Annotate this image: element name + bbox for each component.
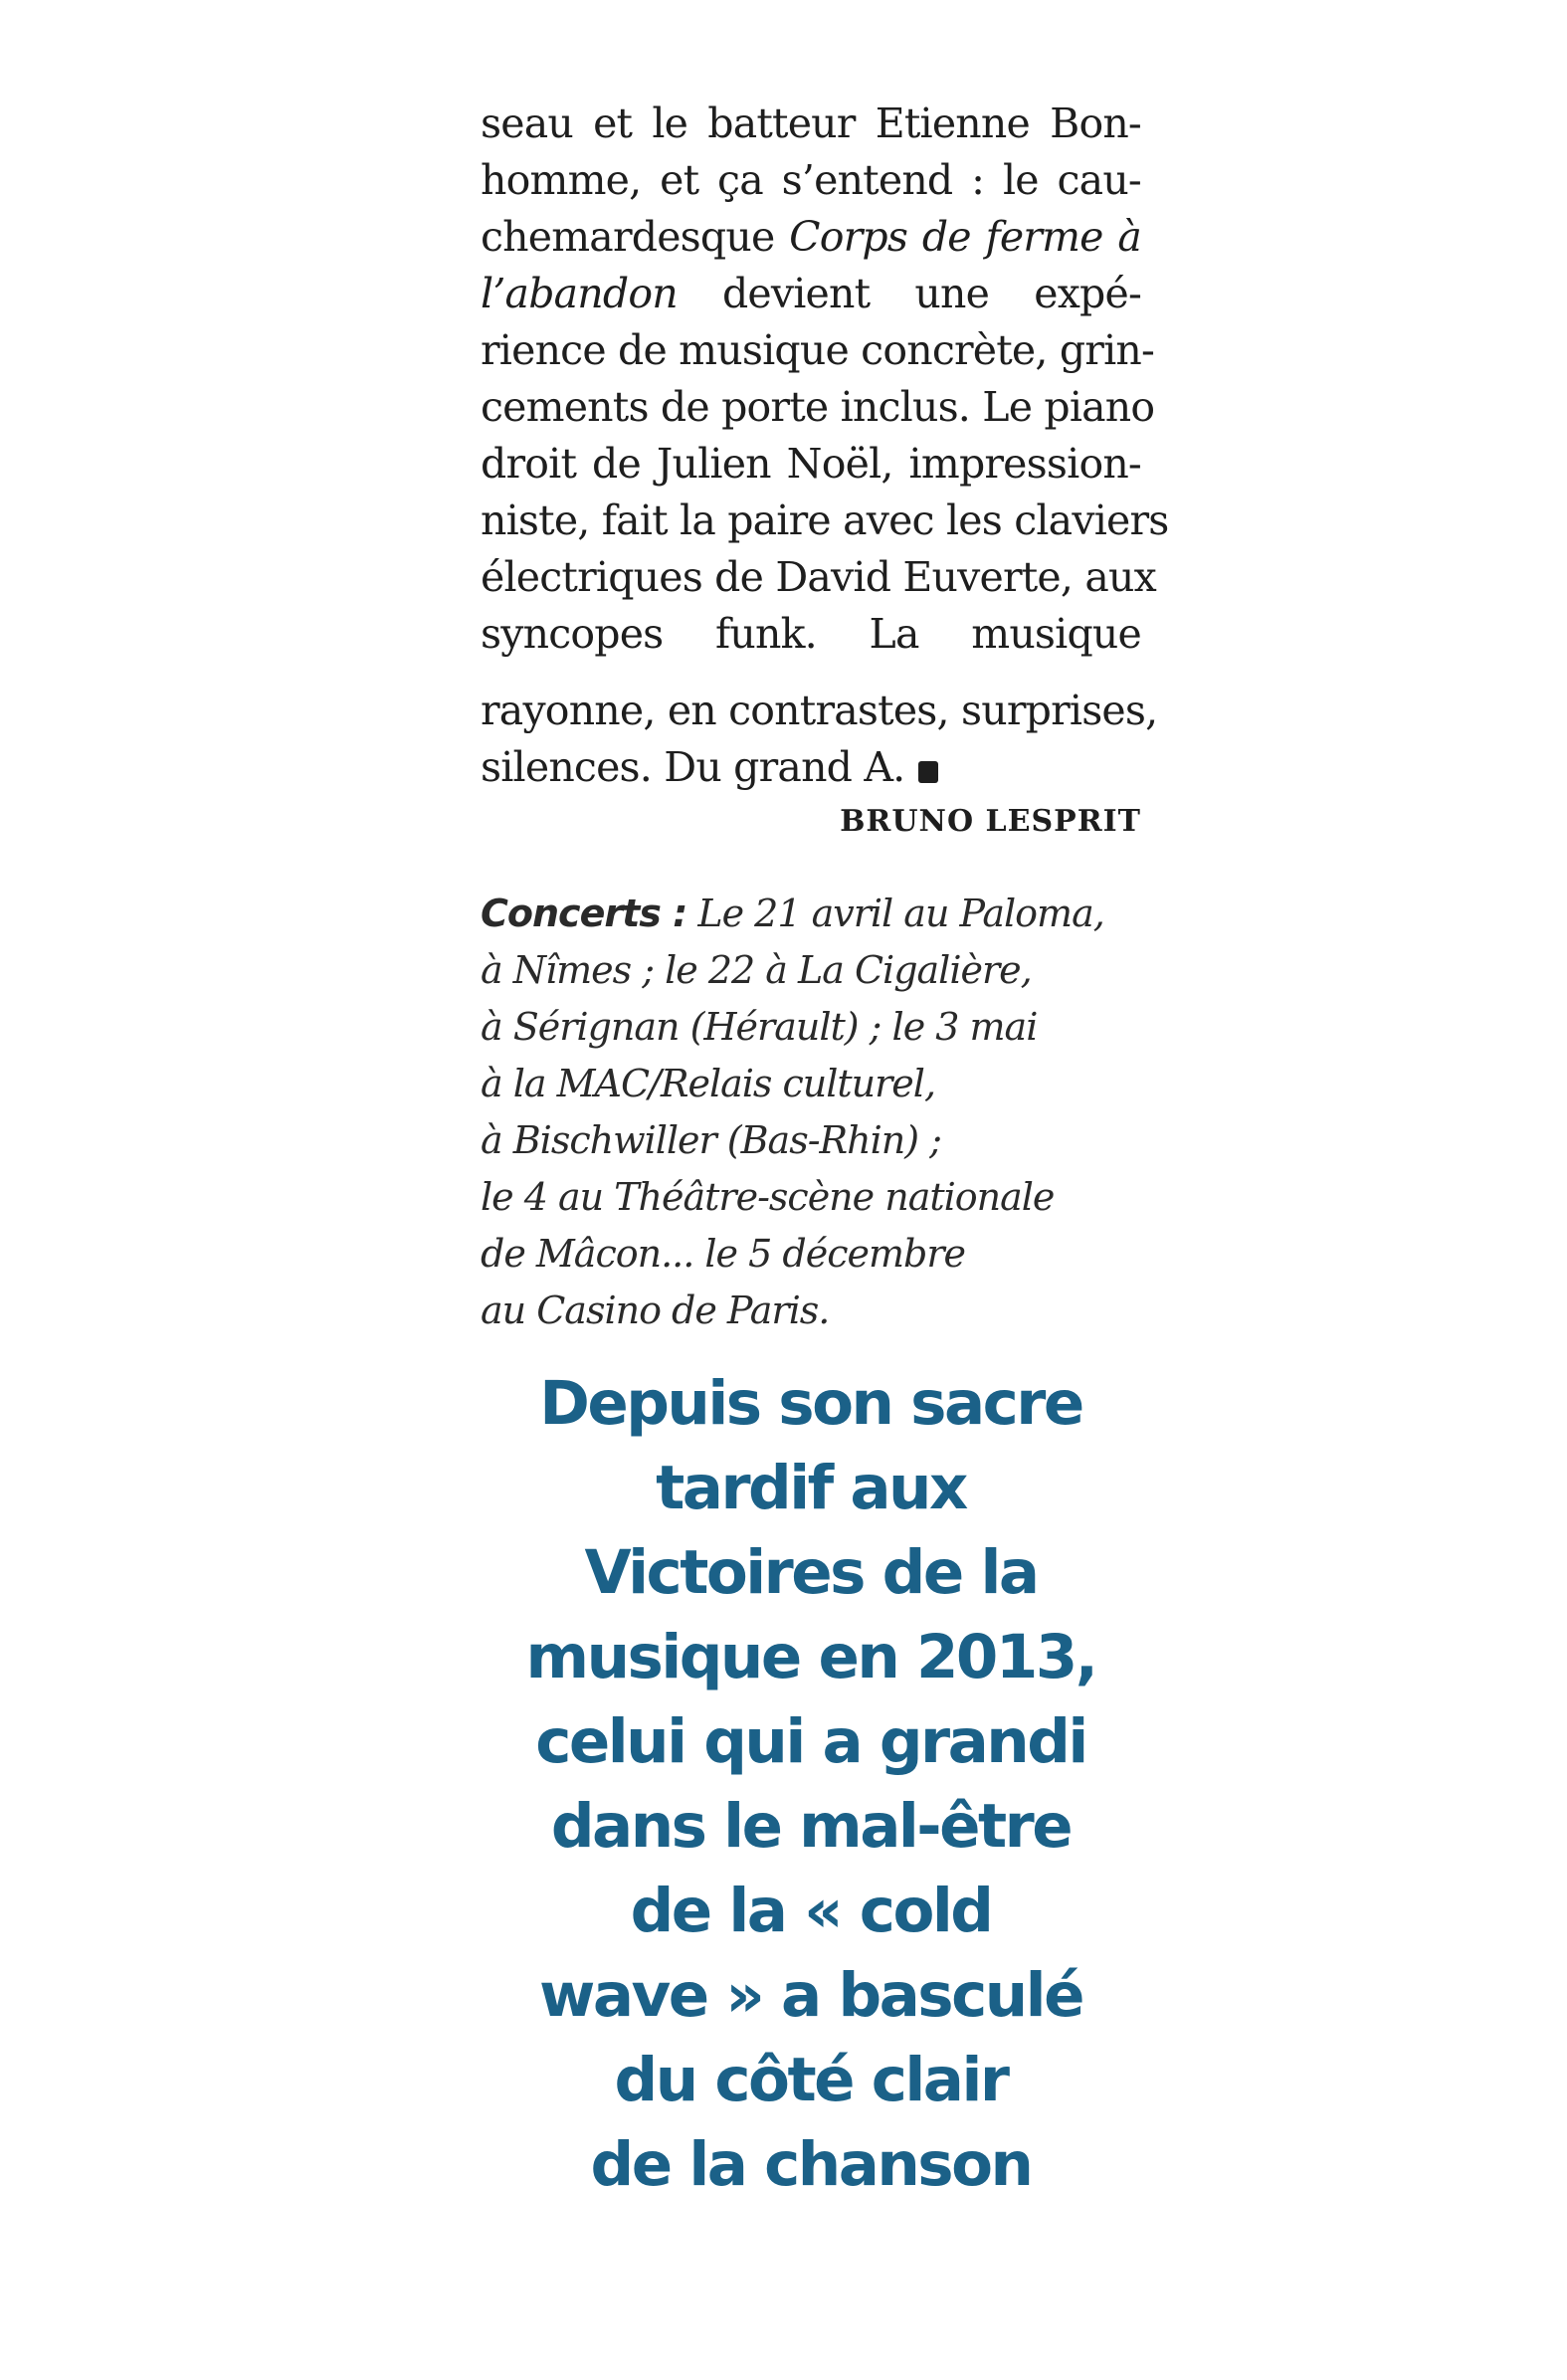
pull-quote-line: Victoires de la: [584, 1537, 1038, 1608]
body-text: silences. Du grand A.: [481, 743, 905, 791]
concert-line: à Bischwiller (Bas-Rhin) ;: [481, 1118, 941, 1162]
concert-line: à Nîmes ; le 22 à La Cigalière,: [481, 948, 1032, 992]
pull-quote: [481, 1361, 1141, 2207]
pull-quote-line: tardif aux: [656, 1453, 966, 1523]
concert-line: au Casino de Paris.: [481, 1289, 830, 1332]
body-line: niste, fait la paire avec les claviers: [481, 496, 1169, 544]
body-line: [481, 266, 1141, 322]
concert-text: Le 21 avril au Paloma,: [686, 892, 1104, 935]
body-line: rience de musique concrète, grin-: [481, 326, 1155, 374]
pull-quote-line: de la « cold: [630, 1876, 992, 1946]
article-body: [481, 96, 1169, 796]
body-line: [481, 739, 1141, 796]
author-byline: BRUNO LESPRIT: [840, 804, 1141, 839]
body-line: syncopes funk. La musique: [481, 610, 1141, 658]
body-line: [481, 209, 1141, 266]
work-title: Corps de ferme à: [789, 213, 1142, 261]
end-of-article-icon: [918, 761, 938, 783]
body-line: droit de Julien Noël, impression-: [481, 440, 1141, 488]
concert-line: de Mâcon... le 5 décembre: [481, 1232, 965, 1276]
body-line: seau et le batteur Etienne Bon-: [481, 99, 1141, 147]
concert-line: à Sérignan (Hérault) ; le 3 mai: [481, 1005, 1038, 1049]
pull-quote-line: celui qui a grandi: [535, 1706, 1086, 1777]
work-title: l’abandon: [481, 270, 678, 317]
pull-quote-line: musique en 2013,: [525, 1622, 1096, 1692]
pull-quote-line: du côté clair: [614, 2045, 1008, 2115]
concert-dates: [481, 886, 1141, 1339]
body-text: devient une expé-: [677, 270, 1141, 317]
concert-line: le 4 au Théâtre-scène nationale: [481, 1175, 1055, 1219]
concerts-label: Concerts :: [481, 892, 687, 935]
body-line: cements de porte inclus. Le piano: [481, 383, 1155, 431]
body-line: rayonne, en contrastes, surprises,: [481, 687, 1158, 734]
pull-quote-line: dans le mal-être: [550, 1791, 1072, 1862]
pull-quote-line: de la chanson: [590, 2129, 1032, 2200]
concert-line: [481, 886, 1141, 942]
body-line: homme, et ça s’entend : le cau-: [481, 156, 1141, 204]
body-line: électriques de David Euverte, aux: [481, 553, 1156, 601]
concert-line: à la MAC/Relais culturel,: [481, 1062, 936, 1105]
pull-quote-line: Depuis son sacre: [539, 1368, 1082, 1439]
body-text: chemardesque: [481, 213, 790, 261]
article-column: [481, 96, 1169, 2207]
pull-quote-line: wave » a basculé: [539, 1960, 1082, 2031]
